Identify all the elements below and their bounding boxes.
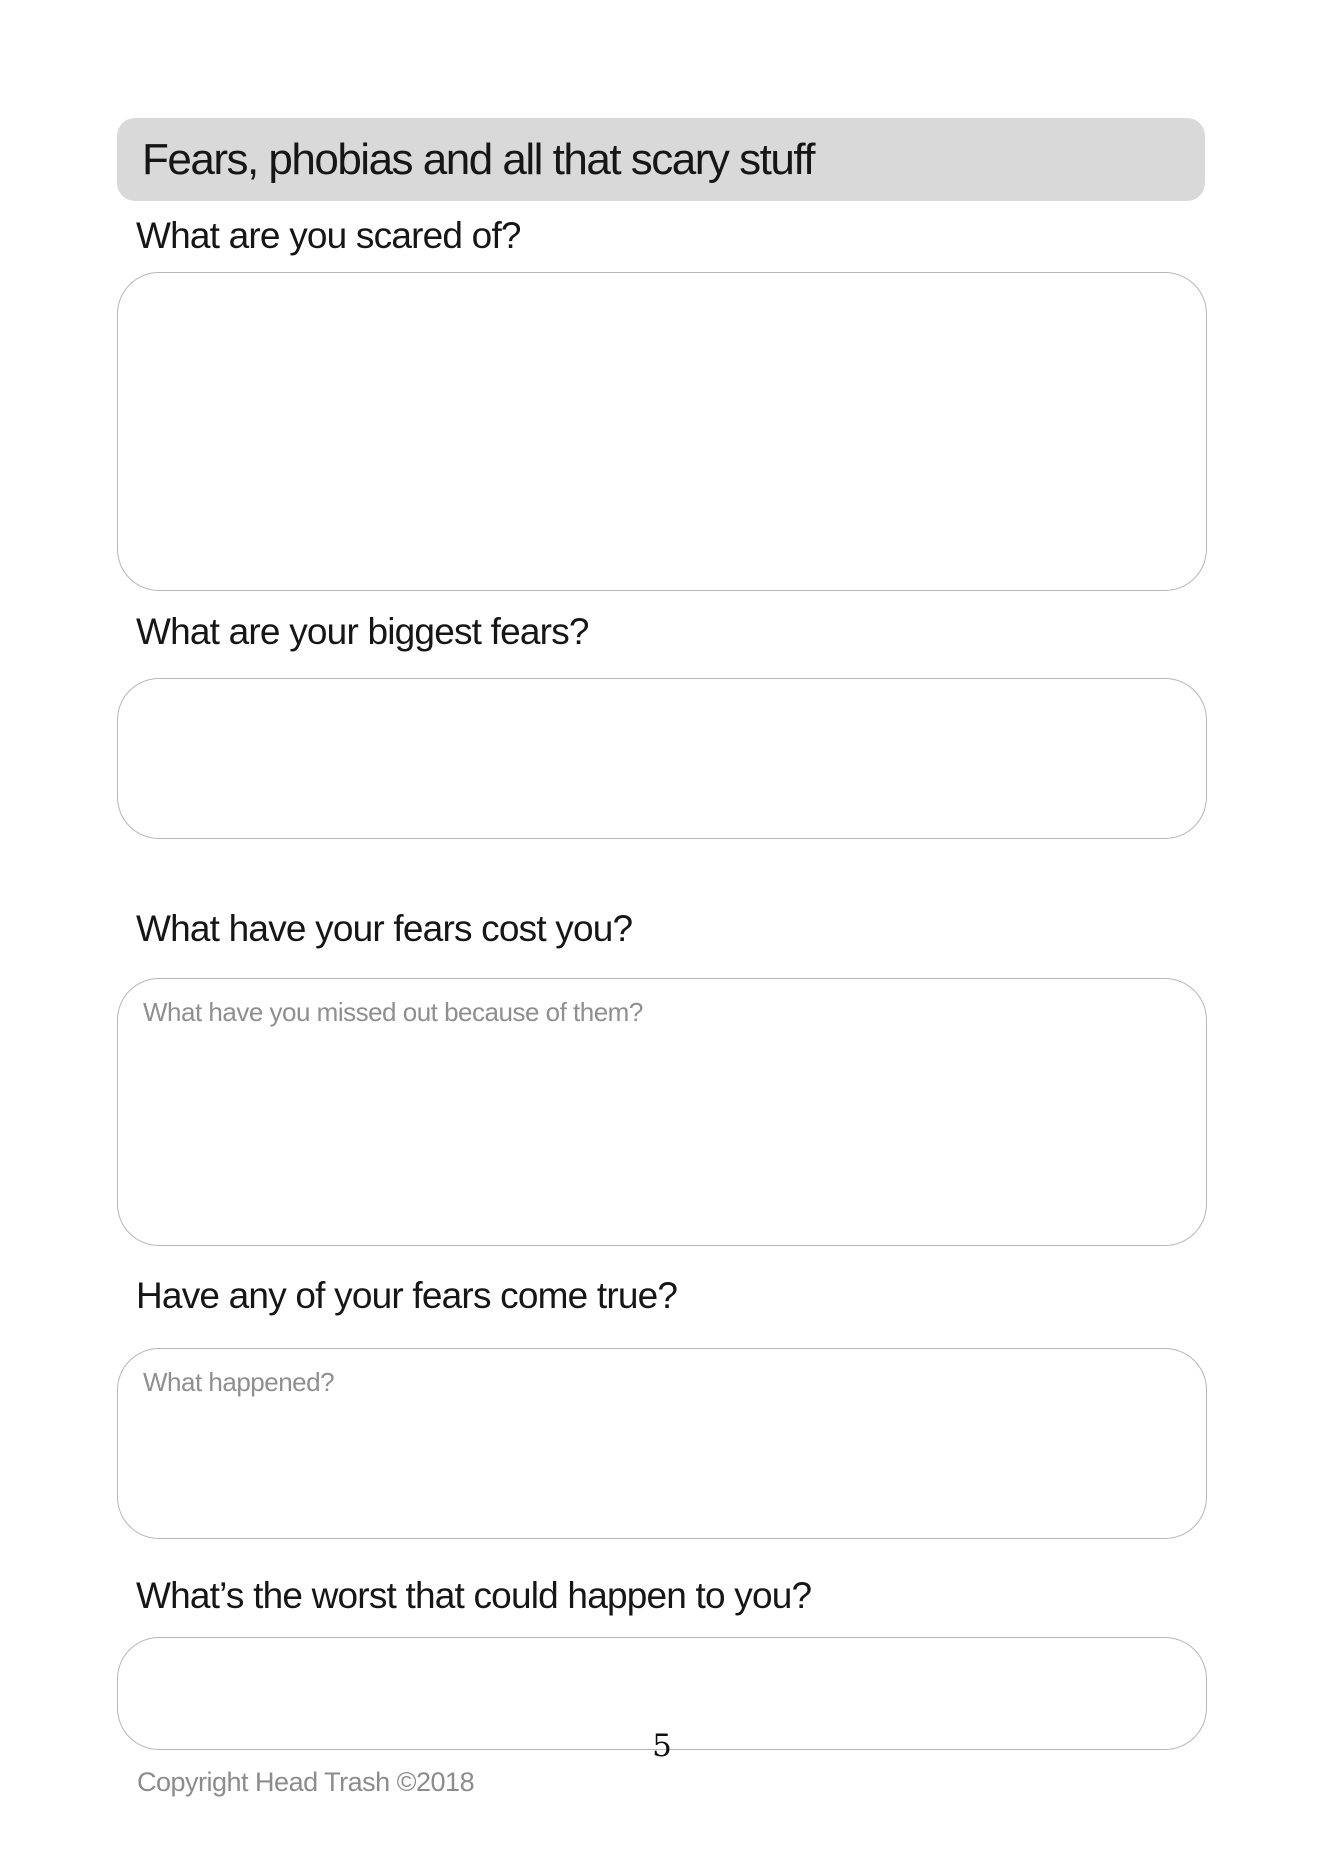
- question-label-fears-come-true: Have any of your fears come true?: [136, 1275, 678, 1316]
- copyright-notice: Copyright Head Trash ©2018: [137, 1767, 475, 1797]
- answer-box-fears-cost[interactable]: [117, 978, 1207, 1246]
- answer-box-fears-come-true[interactable]: [117, 1348, 1207, 1539]
- page-title: Fears, phobias and all that scary stuff: [142, 134, 814, 184]
- question-label-scared-of: What are you scared of?: [136, 215, 521, 256]
- answer-box-scared-of[interactable]: [117, 272, 1207, 591]
- question-label-fears-cost: What have your fears cost you?: [136, 908, 633, 949]
- page-number: 5: [652, 1728, 672, 1764]
- section-title-bar: [117, 118, 1205, 201]
- question-label-biggest-fears: What are your biggest fears?: [136, 611, 589, 652]
- answer-box-biggest-fears[interactable]: [117, 678, 1207, 839]
- question-label-worst-happen: What’s the worst that could happen to you?: [136, 1575, 812, 1616]
